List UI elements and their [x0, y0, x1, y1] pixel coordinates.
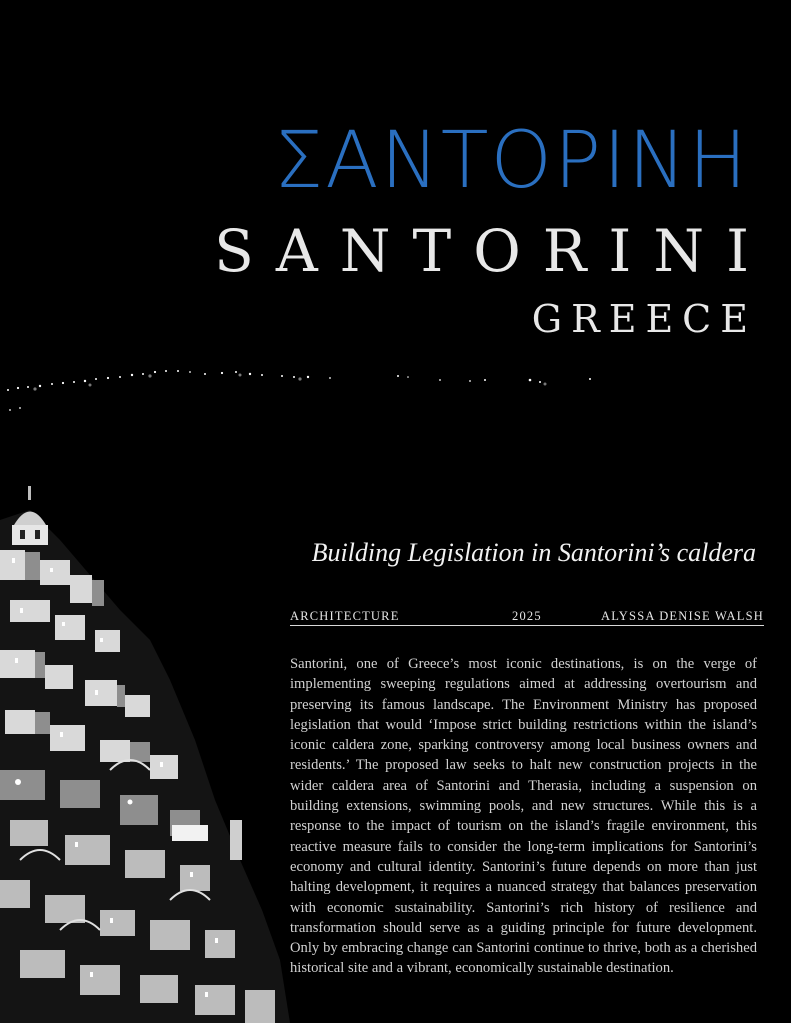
title-country: GREECE	[531, 297, 757, 341]
title-english: SANTORINI	[214, 217, 771, 285]
article-author: ALYSSA DENISE WALSH	[601, 609, 764, 623]
article-subtitle: Building Legislation in Santorini’s caldera	[311, 538, 756, 567]
title-greek: ΣΑΝΤΟΡΙΝΗ	[273, 116, 749, 206]
article-category: ARCHITECTURE	[290, 609, 400, 623]
santorini-village-illustration	[0, 480, 290, 1023]
caldera-night-lights	[0, 360, 620, 420]
article-year: 2025	[512, 609, 542, 623]
article-body: Santorini, one of Greece’s most iconic destinations, is on the verge of implementing sweeping regulations aimed at addressing overtourism and preserving its famous landscape. The Environment Ministry has proposed legislation that would ‘Impose strict building restrictions within the island’s iconic caldera zone, sparking controversy among local business owners and residents.’ The proposed law seeks to halt new construction projects in the wider caldera area of Santorini and Therasia, including a suspension on building extensions, swimming pools, and new structures. While this is a response to the impact of tourism on the island’s fragile environment, this reactive measure fails to consider the long-term implications for Santorini’s economy and cultural identity. Santorini’s future depends on more than just halting development, it requires a nuanced strategy that balances preservation with economic sustainability. Santorini’s rich history of resilience and transformation should serve as a guiding principle for future development. Only by embracing change can Santorini continue to thrive, both as a cherished historical site and a vibrant, economically sustainable destination.	[290, 656, 757, 977]
article-meta-bar	[290, 609, 764, 626]
